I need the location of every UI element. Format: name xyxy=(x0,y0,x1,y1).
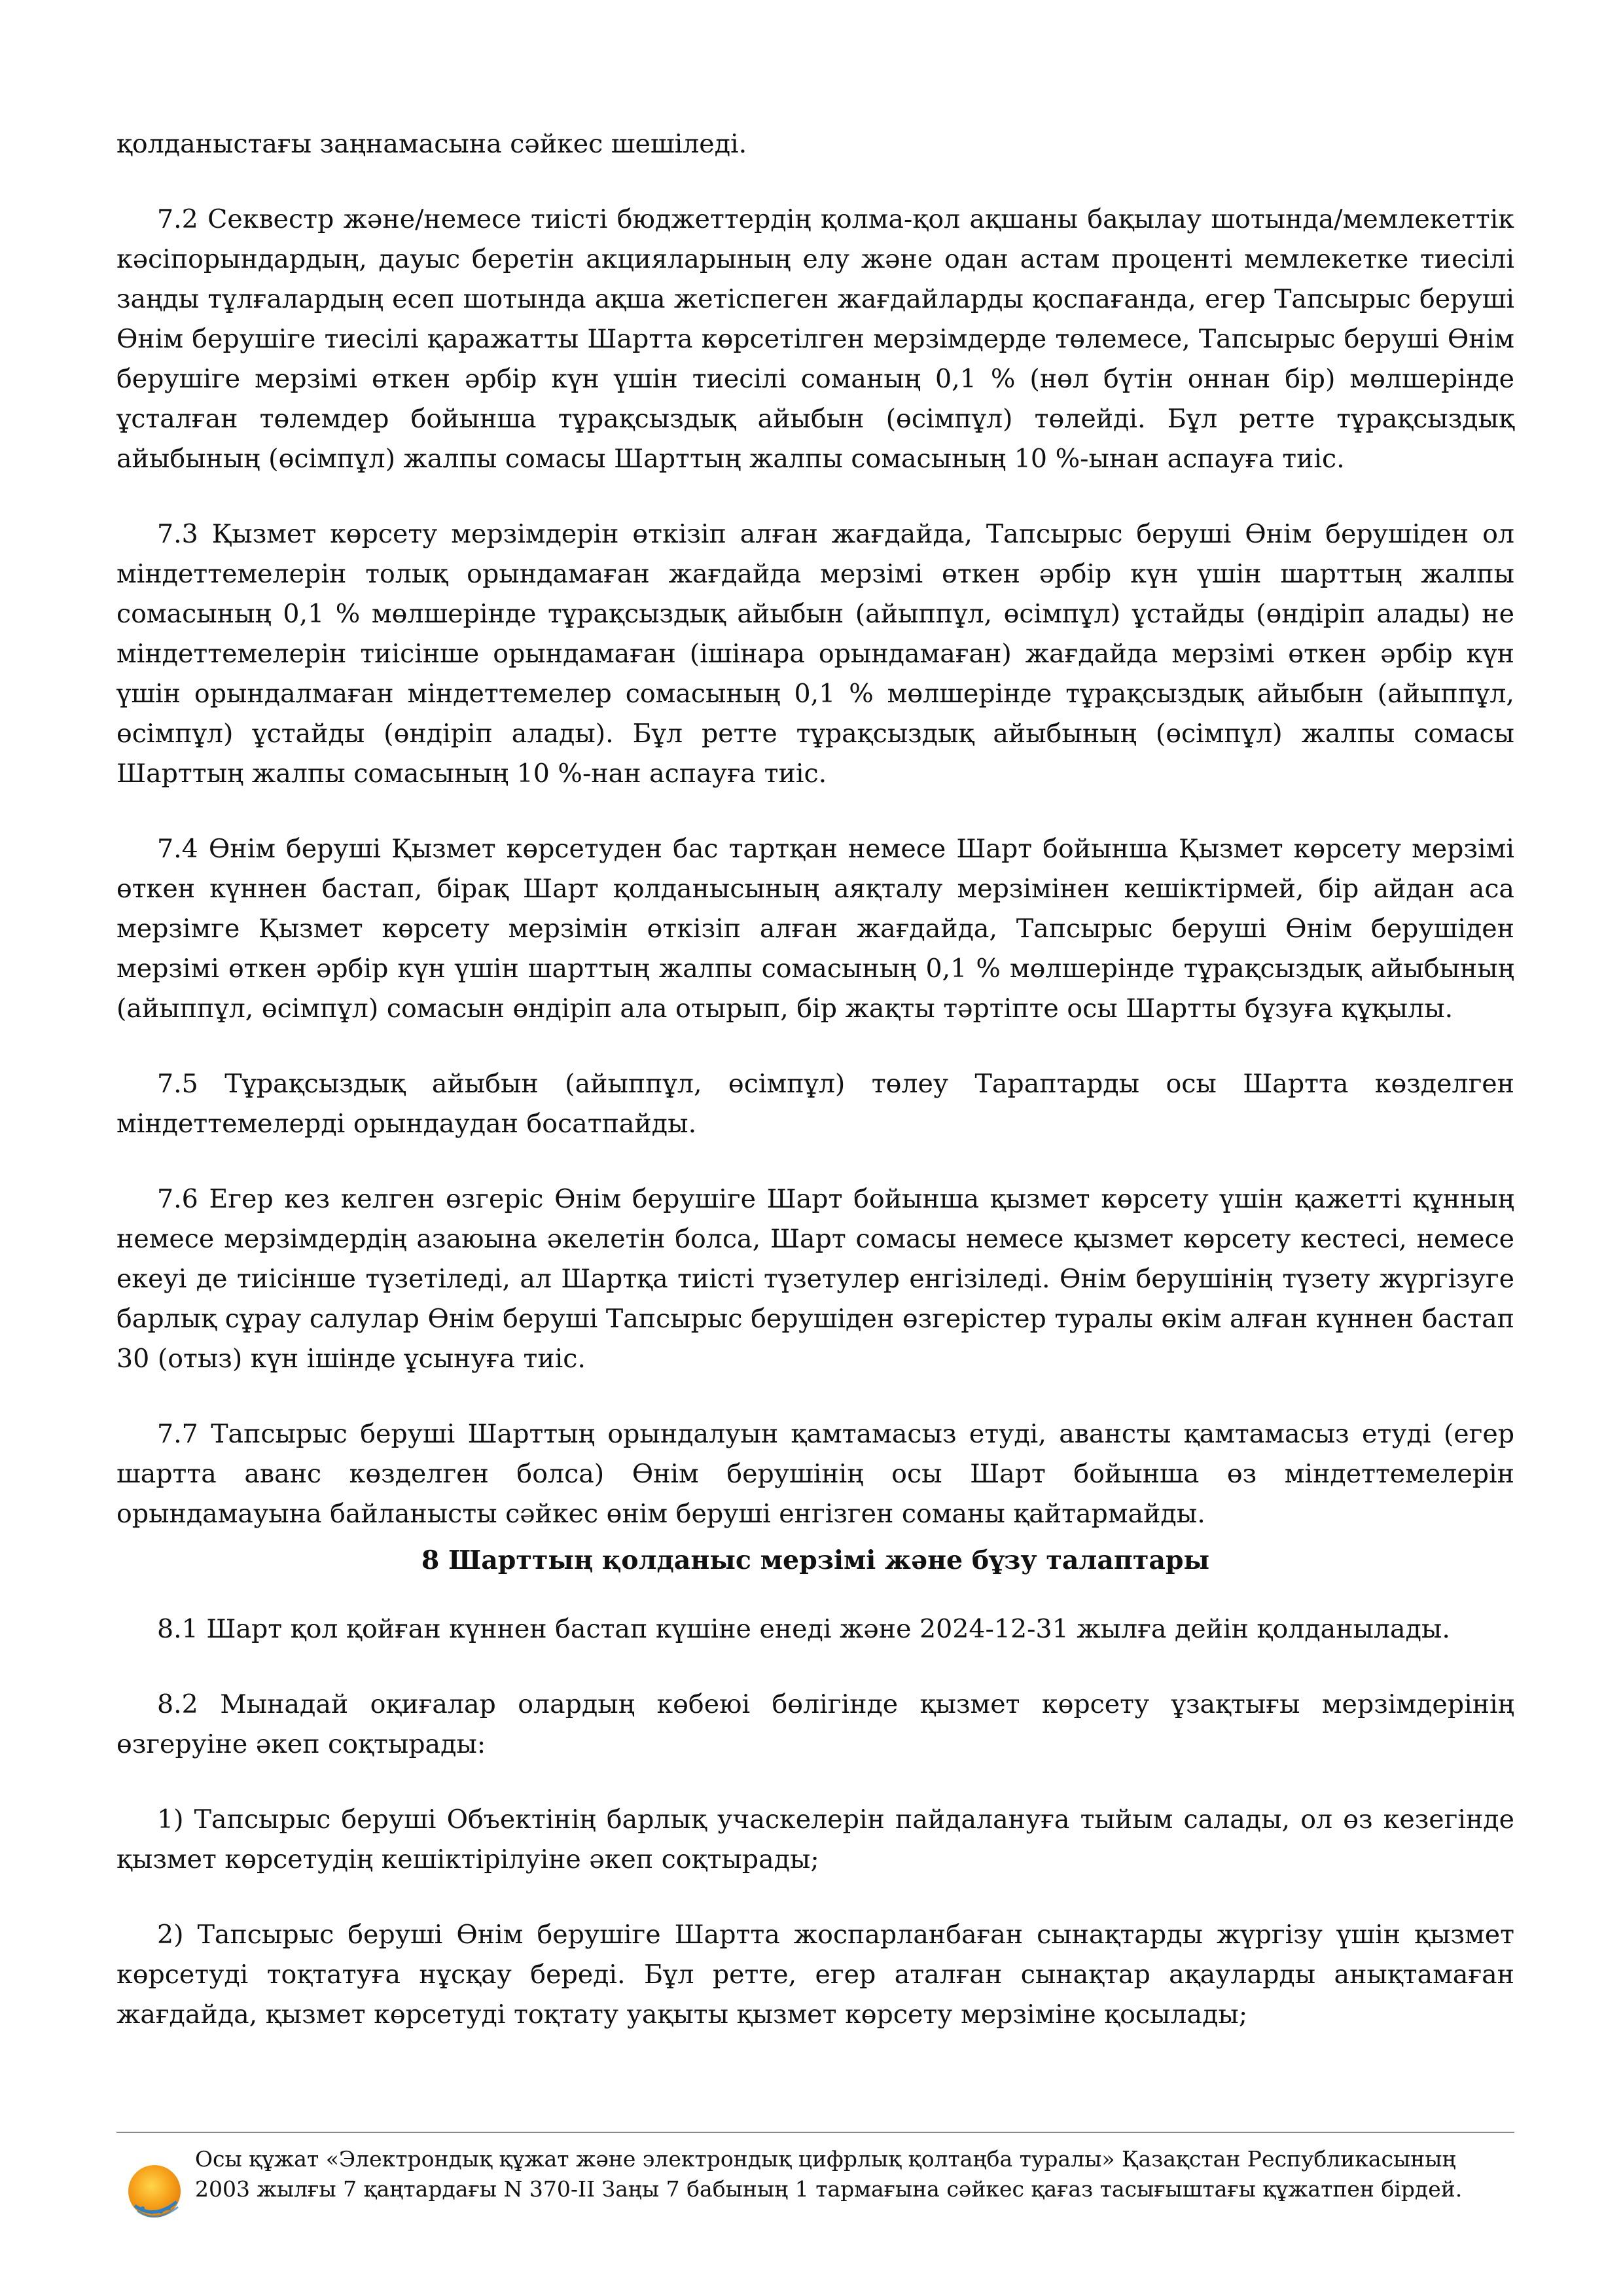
clause-7-6: 7.6 Егер кез келген өзгеріс Өнім берушіге Шарт бойынша қызмет көрсету үшін қажетті құнның немесе мерзімдердің азаюына әкелетін болса, Шарт сомасы немесе қызмет көрсету кестесі, немесе екеуі де тиісінше түзетіледі, ал Шартқа тиісті түзетулер енгізіледі. Өнім берушінің түзету жүргізуге барлық сұрау салулар Өнім беруші Тапсырыс берушіден өзгерістер туралы өкім алған күннен бастап 30 (отыз) күн ішінде ұсынуға тиіс. xyxy=(116,1184,1514,1374)
footer-divider xyxy=(116,2132,1514,2133)
clause-7-2: 7.2 Секвестр және/немесе тиісті бюджеттердің қолма-қол ақшаны бақылау шотында/мемлекеттік кәсіпорындардың, дауыс беретін акцияларының елу және одан астам проценті мемлекетке тиесілі заңды тұлғалардың есеп шотында ақша жетіспеген жағдайларды қоспағанда, егер Тапсырыс беруші Өнім берушіге тиесілі қаражатты Шартта көрсетілген мерзімдерде төлемесе, Тапсырыс беруші Өнім берушіге мерзімі өткен әрбір күн үшін тиесілі соманың 0,1 % (нөл бүтін оннан бір) мөлшерінде ұсталған төлемдер бойынша тұрақсыздық айыбын (өсімпұл) төлейді. Бұл ретте тұрақсыздық айыбының (өсімпұл) жалпы сомасы Шарттың жалпы сомасының 10 %-ынан аспауға тиіс. xyxy=(116,204,1514,474)
clause-7-4: 7.4 Өнім беруші Қызмет көрсетуден бас тартқан немесе Шарт бойынша Қызмет көрсету мерзімі өткен күннен бастап, бірақ Шарт қолданысының аяқталу мерзімінен кешіктірмей, бір айдан аса мерзімге Қызмет көрсету мерзімін өткізіп алған жағдайда, Тапсырыс беруші Өнім берушіден мерзімі өткен әрбір күн үшін шарттың жалпы сомасының 0,1 % мөлшерінде тұрақсыздық айыбының (айыппұл, өсімпұл) сомасын өндіріп ала отырып, бір жақты тәртіпте осы Шартты бұзуға құқылы. xyxy=(116,834,1514,1024)
page-footer xyxy=(116,2140,1514,2232)
section-8-heading: 8 Шарттың қолданыс мерзімі және бұзу талаптары xyxy=(421,1545,1210,1575)
paragraph-continuation: қолданыстағы заңнамасына сәйкес шешіледі. xyxy=(116,129,747,159)
document-body xyxy=(116,124,1514,2070)
clause-7-7: 7.7 Тапсырыс беруші Шарттың орындалуын қамтамасыз етуді, авансты қамтамасыз етуді (егер шартта аванс көзделген болса) Өнім берушінің осы Шарт бойынша өз міндеттемелерін орындамауына байланысты сәйкес өнім беруші енгізген соманы қайтармайды. xyxy=(116,1419,1514,1529)
list-item-1: 1) Тапсырыс беруші Объектінің барлық учаскелерін пайдалануға тыйым салады, ол өз кезегінде қызмет көрсетудің кешіктірілуіне әкеп соқтырады; xyxy=(116,1804,1514,1874)
footer-legal-note: Осы құжат «Электрондық құжат және электрондық цифрлық қолтаңба туралы» Қазақстан Республикасының 2003 жылғы 7 қаңтардағы N 370-II Заңы 7 бабының 1 тармағына сәйкес қағаз тасығыштағы құжатпен бірдей. xyxy=(195,2146,1463,2202)
clause-7-5: 7.5 Тұрақсыздық айыбын (айыппұл, өсімпұл) төлеу Тараптарды осы Шартта көзделген міндеттемелерді орындаудан босатпайды. xyxy=(116,1069,1514,1139)
clause-8-2: 8.2 Мынадай оқиғалар олардың көбеюі бөлігінде қызмет көрсету ұзақтығы мерзімдерінің өзгеруіне әкеп соқтырады: xyxy=(116,1689,1514,1759)
list-item-2: 2) Тапсырыс беруші Өнім берушіге Шартта жоспарланбаған сынақтарды жүргізу үшін қызмет көрсетуді тоқтатуға нұсқау береді. Бұл ретте, егер аталған сынақтар ақауларды анықтамаған жағдайда, қызмет көрсетуді тоқтату уақыты қызмет көрсету мерзіміне қосылады; xyxy=(116,1920,1514,2030)
clause-7-3: 7.3 Қызмет көрсету мерзімдерін өткізіп алған жағдайда, Тапсырыс беруші Өнім берушіден ол міндеттемелерін толық орындамаған жағдайда мерзімі өткен әрбір күн үшін шарттың жалпы сомасының 0,1 % мөлшерінде тұрақсыздық айыбын (айыппұл, өсімпұл) ұстайды (өндіріп алады) не міндеттемелерін тиісінше орындамаған (ішінара орындамаған) жағдайда мерзімі өткен әрбір күн үшін орындалмаған міндеттемелер сомасының 0,1 % мөлшерінде тұрақсыздық айыбын (айыппұл, өсімпұл) ұстайды (өндіріп алады). Бұл ретте тұрақсыздық айыбының (өсімпұл) жалпы сомасы Шарттың жалпы сомасының 10 %-нан аспауға тиіс. xyxy=(116,519,1514,789)
clause-8-1: 8.1 Шарт қол қойған күннен бастап күшіне енеді және 2024-12-31 жылға дейін қолданылады. xyxy=(157,1614,1450,1644)
sun-logo-icon xyxy=(123,2160,188,2225)
